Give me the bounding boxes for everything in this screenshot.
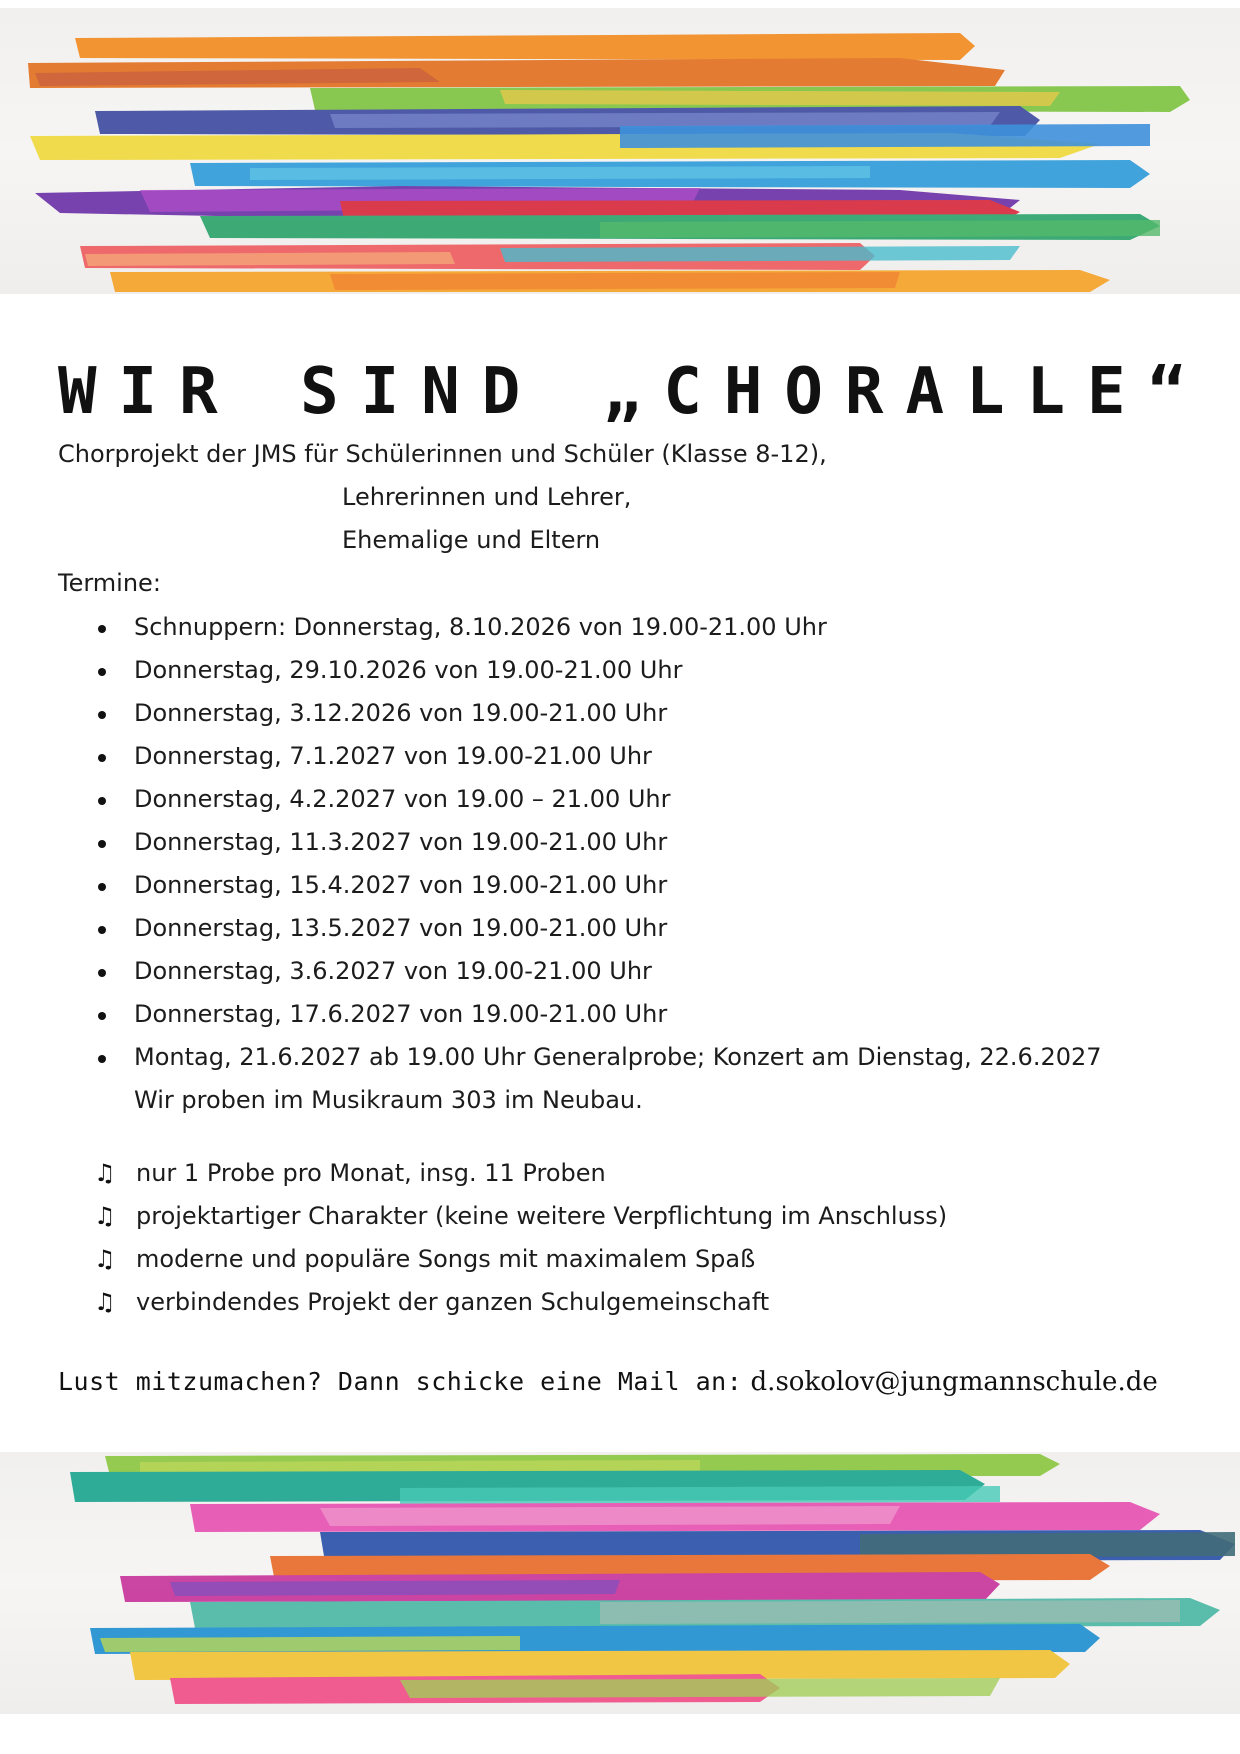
music-note-icon: ♫	[94, 1245, 116, 1273]
intro-line-1: Chorprojekt der JMS für Schülerinnen und Schüler (Klasse 8-12),	[58, 440, 827, 468]
date-item	[90, 999, 1102, 1042]
contact-prompt: Lust mitzumachen? Dann schicke eine Mail an:	[58, 1367, 743, 1396]
contact-email-link[interactable]: d.sokolov@jungmannschule.de	[750, 1367, 1158, 1397]
date-item	[90, 655, 1102, 698]
page-title: WIR SIND „CHORALLE“	[58, 355, 1209, 429]
bullet-icon	[98, 797, 106, 805]
bullet-icon	[98, 1055, 106, 1063]
feature-item	[94, 1158, 947, 1201]
music-note-icon: ♫	[94, 1159, 116, 1187]
date-item	[90, 870, 1102, 913]
bullet-icon	[98, 711, 106, 719]
paint-strokes-bottom-image	[0, 1452, 1240, 1714]
feature-item-text: moderne und populäre Songs mit maximalem Spaß	[136, 1245, 756, 1273]
bottom-paint-banner	[0, 1452, 1240, 1714]
date-item	[90, 741, 1102, 784]
bullet-icon	[98, 668, 106, 676]
date-item	[90, 913, 1102, 956]
contact-line	[58, 1366, 1158, 1398]
dates-heading: Termine:	[58, 569, 161, 597]
date-item-concert	[90, 1042, 1102, 1085]
date-item-text: Donnerstag, 13.5.2027 von 19.00-21.00 Uhr	[134, 914, 668, 942]
date-item-text: Donnerstag, 3.12.2026 von 19.00-21.00 Uhr	[134, 699, 668, 727]
date-item-text: Donnerstag, 17.6.2027 von 19.00-21.00 Uhr	[134, 1000, 668, 1028]
date-item-text: Donnerstag, 7.1.2027 von 19.00-21.00 Uhr	[134, 742, 652, 770]
bullet-icon	[98, 754, 106, 762]
date-item	[90, 612, 1102, 655]
date-item	[90, 827, 1102, 870]
feature-item-text: nur 1 Probe pro Monat, insg. 11 Proben	[136, 1159, 606, 1187]
date-item-text: Schnuppern: Donnerstag, 8.10.2026 von 19.00-21.00 Uhr	[134, 613, 827, 641]
feature-item-text: projektartiger Charakter (keine weitere Verpflichtung im Anschluss)	[136, 1202, 948, 1230]
intro-line-2: Lehrerinnen und Lehrer,	[342, 483, 632, 511]
bullet-icon	[98, 1012, 106, 1020]
date-item	[90, 956, 1102, 999]
music-note-icon: ♫	[94, 1202, 116, 1230]
bullet-icon	[98, 969, 106, 977]
date-item	[90, 698, 1102, 741]
date-item	[90, 784, 1102, 827]
music-note-icon: ♫	[94, 1288, 116, 1316]
paint-strokes-top-image	[0, 8, 1240, 294]
date-item-text: Donnerstag, 3.6.2027 von 19.00-21.00 Uhr	[134, 957, 652, 985]
date-item-text: Donnerstag, 29.10.2026 von 19.00-21.00 Uhr	[134, 656, 683, 684]
intro-line-3: Ehemalige und Eltern	[342, 526, 601, 554]
feature-item	[94, 1244, 947, 1287]
date-item-text: Donnerstag, 4.2.2027 von 19.00 – 21.00 Uhr	[134, 785, 671, 813]
feature-item	[94, 1201, 947, 1244]
features-list	[94, 1158, 947, 1330]
dates-list	[90, 612, 1102, 1085]
bullet-icon	[98, 926, 106, 934]
date-item-text: Montag, 21.6.2027 ab 19.00 Uhr Generalprobe; Konzert am Dienstag, 22.6.2027	[134, 1043, 1102, 1071]
bullet-icon	[98, 625, 106, 633]
date-item-text: Donnerstag, 15.4.2027 von 19.00-21.00 Uhr	[134, 871, 668, 899]
venue-note: Wir proben im Musikraum 303 im Neubau.	[134, 1086, 643, 1114]
bullet-icon	[98, 883, 106, 891]
feature-item	[94, 1287, 947, 1330]
bullet-icon	[98, 840, 106, 848]
top-paint-banner	[0, 8, 1240, 294]
feature-item-text: verbindendes Projekt der ganzen Schulgemeinschaft	[136, 1288, 770, 1316]
date-item-text: Donnerstag, 11.3.2027 von 19.00-21.00 Uhr	[134, 828, 668, 856]
